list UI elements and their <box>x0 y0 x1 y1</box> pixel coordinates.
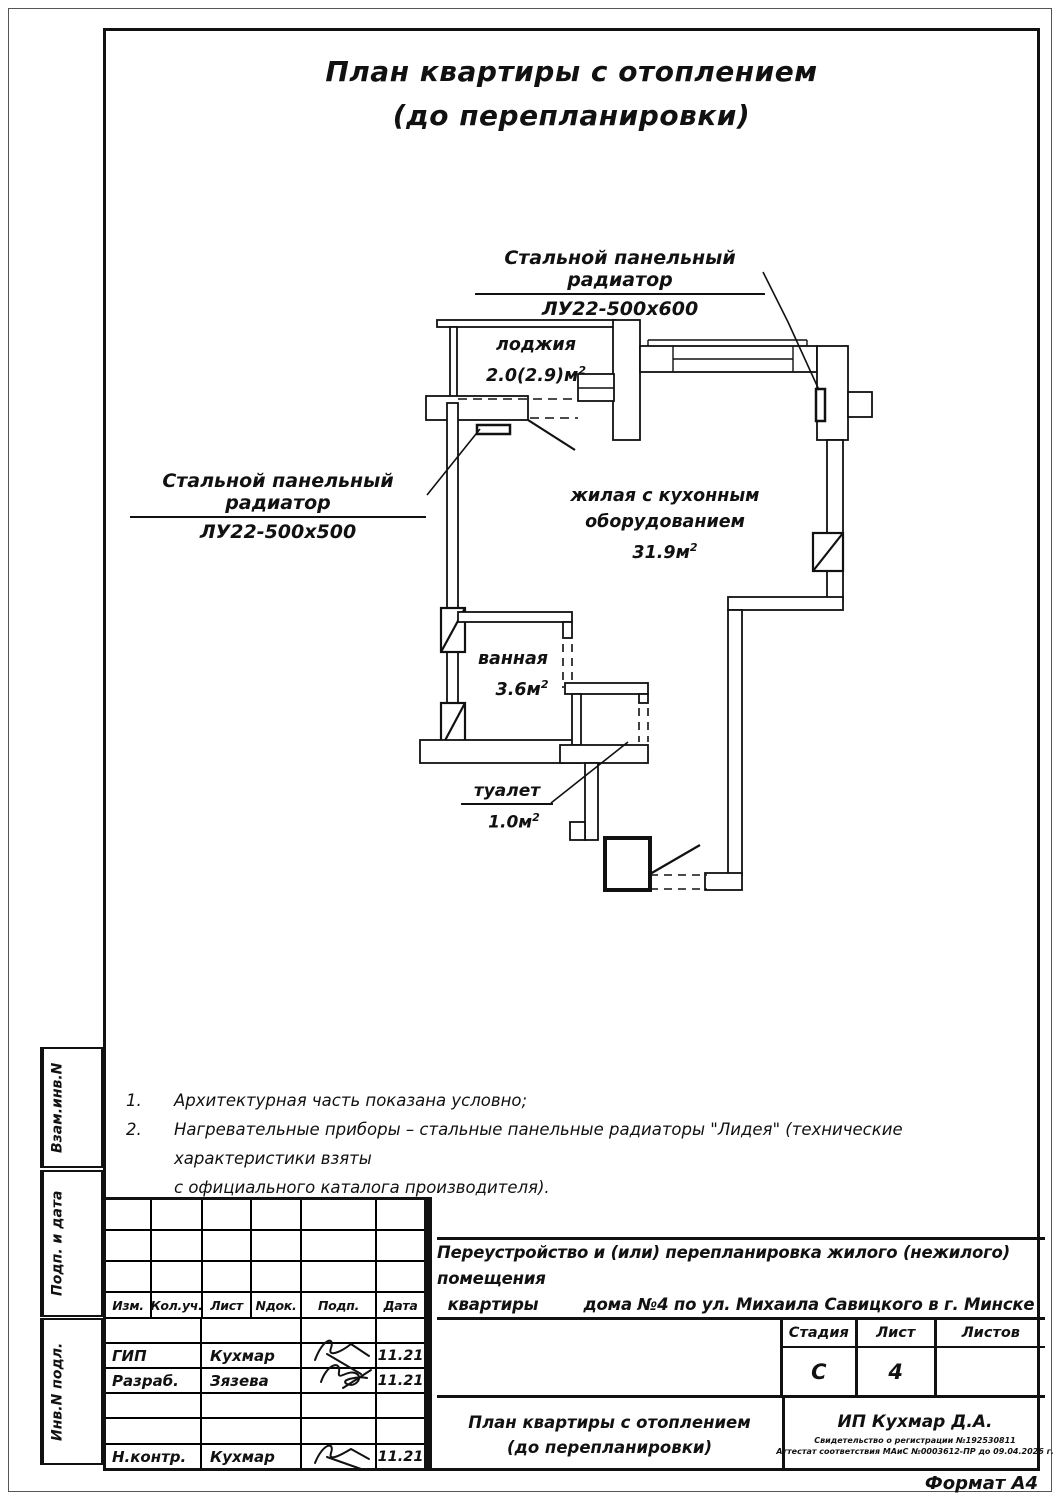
note-2-text: Нагревательные приборы – стальные панельные радиаторы "Лидея" (технические характеристики взяты с официального каталога производителя). <box>174 1120 903 1197</box>
org-box <box>776 1398 1054 1471</box>
col-koluch: Кол.уч. <box>152 1293 201 1317</box>
radiator-top-model: ЛУ22-500х600 <box>541 298 699 320</box>
project-line1: Переустройство и (или) перепланировка жилого (нежилого) помещения <box>437 1242 1010 1288</box>
sheet-title-line1: План квартиры с отоплением <box>325 55 818 88</box>
row-nkontr-name: Кухмар <box>202 1445 300 1468</box>
project-line2: квартиры дома №4 по ул. Михаила Савицкого в г. Минске <box>447 1294 1035 1314</box>
row-nkontr-role: Н.контр. <box>106 1445 200 1468</box>
room-label-toilet <box>461 781 553 834</box>
living-area: $31.9м^2$ <box>632 541 698 563</box>
note-2-num: 2. <box>126 1120 142 1139</box>
stage-value: С <box>811 1359 827 1384</box>
titleblock-empty-strip <box>437 1197 1045 1240</box>
col-list: Лист <box>203 1293 250 1317</box>
stage-label: Стадия <box>783 1320 855 1348</box>
row-gip-name: Кухмар <box>202 1344 300 1367</box>
sheets-col <box>937 1320 1045 1395</box>
sheet-title <box>103 50 1040 138</box>
sheet-title-line2: (до перепланировки) <box>392 99 751 132</box>
living-name1: жилая с кухонным <box>570 486 760 506</box>
bath-area: $3.6м^2$ <box>495 678 549 700</box>
radiator-top-title: Стальной панельный радиатор <box>475 247 765 295</box>
note-1 <box>126 1086 1026 1115</box>
row-gip-date: 11.21 <box>377 1344 424 1367</box>
sidebar-box-inv <box>40 1318 103 1465</box>
north-window <box>640 340 817 372</box>
signature-gip-razrab <box>305 1330 383 1396</box>
col-podp: Подп. <box>302 1293 375 1317</box>
sidebar-box-vzam <box>40 1047 103 1168</box>
radiator-top-label <box>475 247 765 320</box>
org-cert2: Аттестат соответствия МАиС №0003612-ПР до 09.04.2026 г. <box>776 1447 1054 1456</box>
sidebar-box-podp <box>40 1170 103 1317</box>
radiator-left-label <box>130 470 426 543</box>
sidebar-label-vzam: Взам.инв.N <box>42 1049 71 1166</box>
stage-col <box>783 1320 858 1395</box>
col-data: Дата <box>377 1293 424 1317</box>
sheet-label: Лист <box>858 1320 934 1348</box>
radiator-500x600 <box>816 389 825 421</box>
row-nkontr-date: 11.21 <box>377 1445 424 1468</box>
entry-door-dashed <box>650 875 707 889</box>
doc-title: План квартиры с отоплением (до перепланировки) <box>437 1398 785 1471</box>
right-walls <box>705 346 872 890</box>
org-cert1: Свидетельство о регистрации №192530811 <box>814 1436 1016 1445</box>
note-2 <box>126 1115 1026 1202</box>
signature-nkontr <box>305 1437 383 1471</box>
sidebar-label-inv: Инв.N подл. <box>42 1320 71 1463</box>
entry-door-swing <box>650 845 700 874</box>
corridor-walls <box>570 763 598 840</box>
col-ndok: Nдок. <box>252 1293 300 1317</box>
sheet-value: 4 <box>888 1359 903 1384</box>
titleblock-header-grid <box>106 1200 424 1317</box>
row-razrab-date: 11.21 <box>377 1369 424 1392</box>
living-name2: оборудованием <box>585 512 745 532</box>
project-description <box>437 1240 1045 1320</box>
notes <box>126 1086 1026 1202</box>
vent-shaft-right <box>813 533 843 571</box>
doc-title-row <box>437 1398 1054 1471</box>
sheet-col <box>858 1320 937 1395</box>
room-label-bath <box>453 646 573 703</box>
col-izm: Изм. <box>106 1293 150 1317</box>
room-label-living <box>545 483 785 566</box>
sheets-value <box>937 1348 1045 1395</box>
toilet-area: $1.0м^2$ <box>488 811 540 833</box>
toilet-walls <box>560 683 648 763</box>
note-1-text: Архитектурная часть показана условно; <box>174 1091 528 1110</box>
room-label-loggia <box>455 332 617 389</box>
row-gip-role: ГИП <box>106 1344 200 1367</box>
sheets-label: Листов <box>937 1320 1045 1348</box>
loggia-name: лоджия <box>496 335 576 355</box>
toilet-name: туалет <box>461 781 553 805</box>
balcony-door-swing <box>528 420 575 450</box>
stage-sheet-row <box>437 1320 1045 1398</box>
toilet-door-dashed <box>639 708 648 742</box>
org-name: ИП Кухмар Д.А. <box>837 1412 993 1432</box>
row-razrab-role: Разраб. <box>106 1369 200 1392</box>
bath-name: ванная <box>477 649 549 669</box>
format-label: Формат А4 <box>924 1473 1038 1494</box>
stage-row-empty <box>437 1320 783 1395</box>
row-razrab-name: Зязева <box>202 1369 300 1392</box>
loggia-area: $2.0(2.9)м^2$ <box>486 364 586 386</box>
note-1-num: 1. <box>126 1091 142 1110</box>
sidebar-label-podp: Подп. и дата <box>42 1172 71 1315</box>
radiator-500x500 <box>477 425 510 434</box>
radiator-left-model: ЛУ22-500х500 <box>199 521 357 543</box>
entry-lobby <box>605 838 650 890</box>
titleblock-right <box>427 1197 1054 1471</box>
radiator-left-title: Стальной панельный радиатор <box>130 470 426 518</box>
